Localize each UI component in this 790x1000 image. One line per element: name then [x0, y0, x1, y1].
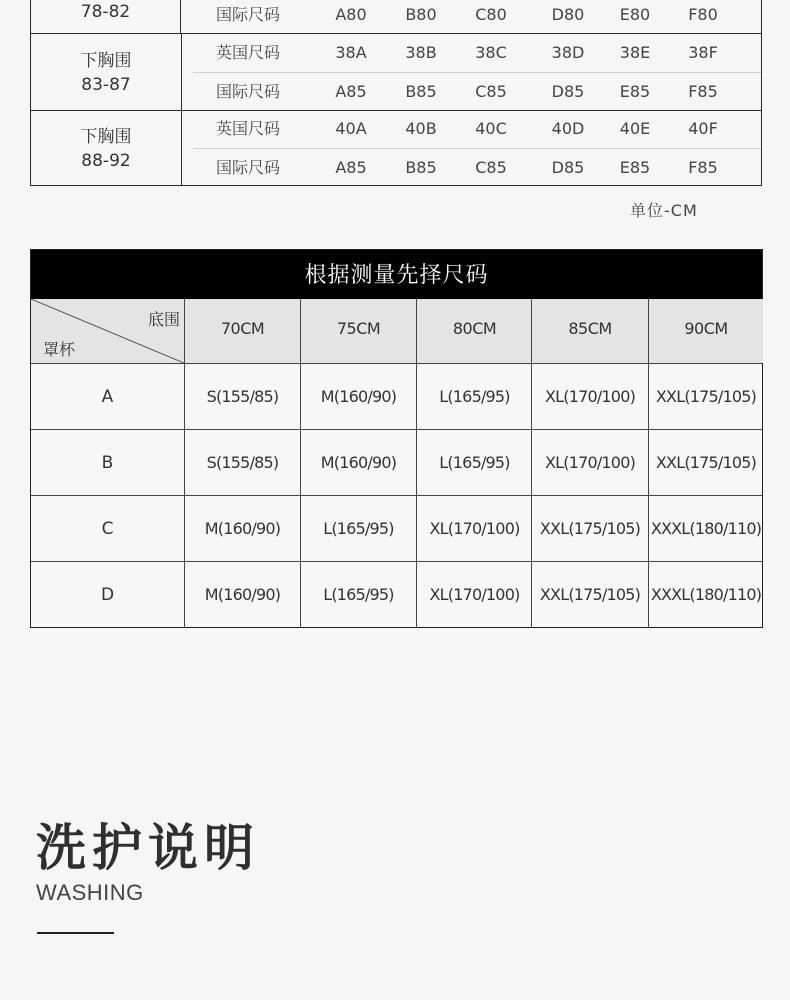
size-cell: 38B	[405, 43, 437, 62]
cup-label: D	[100, 585, 115, 605]
corner-label-band: 底围	[147, 310, 180, 329]
size-row	[193, 72, 761, 111]
cup-label: B	[101, 453, 114, 473]
underbust-label: 下胸围	[80, 126, 132, 147]
size-cell: 38F	[688, 43, 718, 62]
size-cell: C85	[475, 158, 507, 177]
table-title: 根据测量先择尺码	[31, 250, 762, 299]
size-cell: 38A	[335, 43, 367, 62]
washing-subtitle: WASHING	[36, 880, 144, 905]
size-cell: L(165/95)	[300, 496, 416, 562]
size-cell: XL(170/100)	[416, 562, 532, 628]
size-row	[193, 110, 761, 148]
underbust-range: 88-92	[81, 150, 131, 171]
size-cell: L(165/95)	[300, 562, 416, 628]
size-type: 国际尺码	[215, 158, 280, 177]
group-label	[31, 34, 182, 111]
size-cell: 38D	[551, 43, 585, 62]
size-row	[193, 34, 761, 72]
size-cell: XXL(175/105)	[648, 430, 763, 496]
size-cell: 40C	[475, 119, 507, 138]
size-cell: 40E	[619, 119, 651, 138]
size-cell: F85	[688, 82, 718, 101]
size-conversion-table	[30, 0, 762, 186]
size-cell: F80	[688, 5, 718, 24]
column-header: 90CM	[648, 299, 763, 363]
size-cell: L(165/95)	[416, 364, 532, 430]
size-cell: XXL(175/105)	[531, 496, 648, 562]
section-underline	[37, 932, 114, 934]
size-cell: 40F	[688, 119, 718, 138]
size-cell: M(160/90)	[300, 430, 416, 496]
unit-label: 单位-CM	[630, 201, 698, 220]
size-cell: XXXL(180/110)	[648, 562, 763, 628]
table-row	[31, 495, 762, 562]
size-cell: D85	[551, 82, 585, 101]
size-cell: F85	[688, 158, 718, 177]
size-cell: C80	[475, 5, 507, 24]
size-cell: B80	[405, 5, 437, 24]
size-cell: B85	[405, 82, 437, 101]
column-header: 85CM	[531, 299, 648, 363]
measurement-size-table	[30, 249, 763, 628]
table-row	[31, 429, 762, 496]
size-cell: 40B	[405, 119, 437, 138]
size-row	[193, 148, 761, 187]
size-group-78-82	[31, 0, 761, 33]
size-cell: XL(170/100)	[531, 364, 648, 430]
group-label	[31, 0, 181, 33]
size-cell: XL(170/100)	[416, 496, 532, 562]
size-type: 英国尺码	[215, 119, 280, 138]
size-cell: B85	[405, 158, 437, 177]
size-cell: D80	[551, 5, 585, 24]
group-label	[31, 111, 182, 186]
corner-header	[31, 299, 184, 363]
size-cell: XXL(175/105)	[531, 562, 648, 628]
size-cell: 40D	[551, 119, 585, 138]
size-cell: E85	[619, 82, 651, 101]
size-cell: 38E	[619, 43, 651, 62]
size-group-83-87	[31, 33, 761, 111]
size-cell: A80	[335, 5, 367, 24]
column-header: 75CM	[300, 299, 416, 363]
size-cell: 38C	[475, 43, 507, 62]
size-type: 国际尺码	[215, 82, 280, 101]
size-cell: S(155/85)	[184, 364, 300, 430]
size-cell: 40A	[335, 119, 367, 138]
size-cell: S(155/85)	[184, 430, 300, 496]
size-cell: E85	[619, 158, 651, 177]
size-cell: M(160/90)	[300, 364, 416, 430]
underbust-range: 78-82	[80, 2, 131, 22]
washing-title: 洗护说明	[36, 819, 260, 877]
cup-label: C	[101, 519, 114, 539]
size-cell: XXXL(180/110)	[648, 496, 763, 562]
size-cell: D85	[551, 158, 585, 177]
corner-label-cup: 罩杯	[43, 340, 76, 359]
size-cell: E80	[619, 5, 651, 24]
size-cell: A85	[335, 82, 367, 101]
size-cell: A85	[335, 158, 367, 177]
underbust-range: 83-87	[81, 74, 131, 95]
column-header: 70CM	[184, 299, 300, 363]
size-cell: XXL(175/105)	[648, 364, 763, 430]
size-cell: C85	[475, 82, 507, 101]
table-row	[31, 363, 762, 430]
size-row	[193, 0, 761, 34]
size-cell: L(165/95)	[416, 430, 532, 496]
size-cell: XL(170/100)	[531, 430, 648, 496]
size-cell: M(160/90)	[184, 562, 300, 628]
size-group-88-92	[31, 110, 761, 186]
column-header: 80CM	[416, 299, 532, 363]
cup-label: A	[101, 387, 114, 407]
size-type: 国际尺码	[215, 5, 280, 24]
size-type: 英国尺码	[215, 43, 280, 62]
underbust-label: 下胸围	[80, 50, 132, 71]
size-cell: M(160/90)	[184, 496, 300, 562]
table-row	[31, 561, 762, 628]
